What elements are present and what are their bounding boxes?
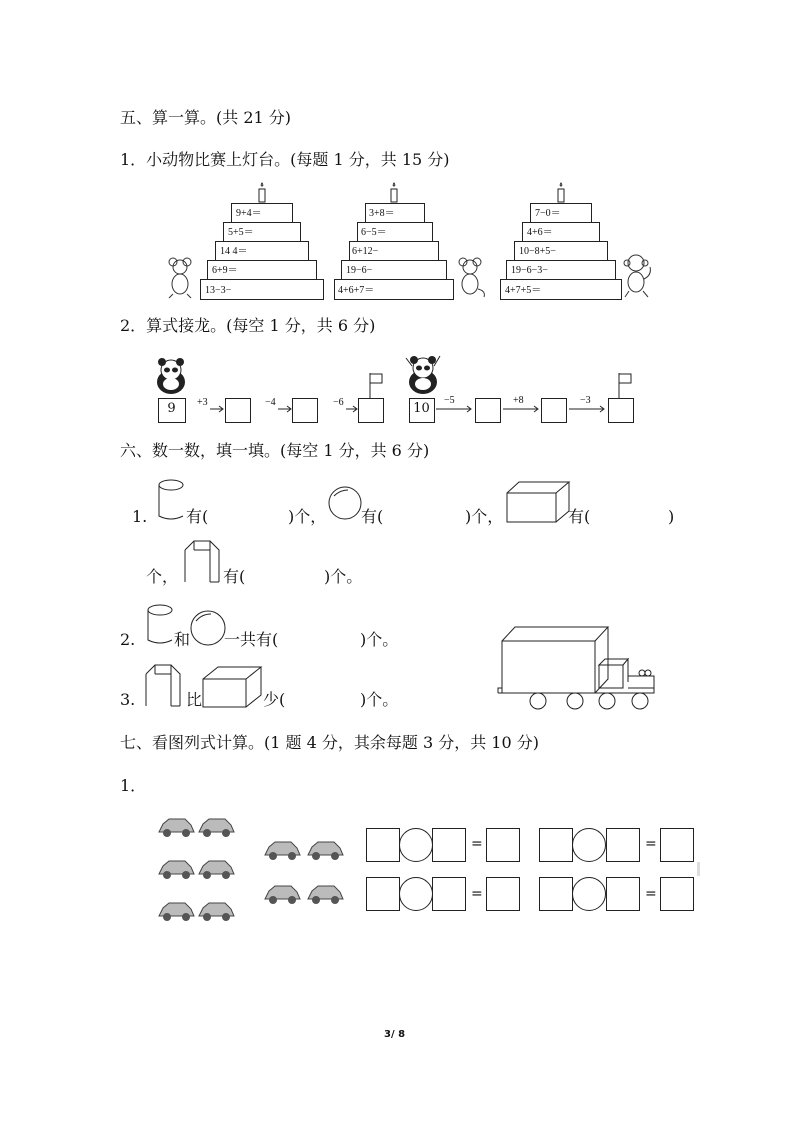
equals-sign: = bbox=[645, 836, 657, 852]
car-icon bbox=[197, 900, 235, 922]
equation-operator-circle[interactable] bbox=[572, 828, 606, 862]
sphere-icon bbox=[328, 486, 362, 520]
chain-2-answer-3[interactable] bbox=[608, 398, 634, 423]
tower-1-step-4: 6+9＝ bbox=[212, 265, 238, 276]
arrow-icon bbox=[503, 406, 539, 412]
tower-1-step-3: 14 4＝ bbox=[220, 246, 248, 257]
tower-3-step-4: 19−6−3− bbox=[511, 265, 548, 276]
flag-icon bbox=[369, 373, 385, 398]
cylinder-icon bbox=[157, 478, 187, 524]
equation-operator-circle[interactable] bbox=[399, 828, 433, 862]
car-icon bbox=[306, 883, 344, 905]
monkey-icon bbox=[620, 253, 654, 299]
chain-2-op-1: −5 bbox=[444, 395, 455, 406]
six-q1-you-4: 有( bbox=[223, 567, 246, 586]
equation-result-box[interactable] bbox=[660, 877, 694, 911]
tower-2-step-2: 6−5＝ bbox=[361, 227, 387, 238]
candle-icon bbox=[555, 183, 567, 203]
equals-sign: = bbox=[471, 836, 483, 852]
arrow-icon bbox=[569, 406, 605, 412]
chain-1-answer-2[interactable] bbox=[292, 398, 318, 423]
car-icon bbox=[157, 900, 195, 922]
tower-1-step-1: 9+4＝ bbox=[236, 208, 262, 219]
chain-1-start: 9 bbox=[167, 401, 176, 416]
tower-1-step-5: 13−3− bbox=[205, 285, 232, 296]
tower-2-step-3: 6+12− bbox=[352, 246, 379, 257]
tower-2-step-1: 3+8＝ bbox=[369, 208, 395, 219]
cube-icon bbox=[145, 664, 185, 708]
tower-3-step-2: 4+6＝ bbox=[527, 227, 553, 238]
car-icon bbox=[263, 839, 301, 861]
car-icon bbox=[306, 839, 344, 861]
six-q1-close-2: )个， bbox=[465, 507, 504, 526]
equals-sign: = bbox=[471, 886, 483, 902]
question-1-title: 1．小动物比赛上灯台。(每题 1 分，共 15 分) bbox=[120, 150, 450, 169]
six-q1-close-1: )个， bbox=[288, 507, 327, 526]
arrow-icon bbox=[210, 406, 224, 412]
six-q1-close-4: )个。 bbox=[324, 567, 363, 586]
car-icon bbox=[157, 858, 195, 880]
six-q1-you-2: 有( bbox=[361, 507, 384, 526]
chain-2-answer-1[interactable] bbox=[475, 398, 501, 423]
equation-result-box[interactable] bbox=[660, 828, 694, 862]
tower-2-step-5: 4+6+7＝ bbox=[338, 285, 375, 296]
equation-number-box[interactable] bbox=[539, 828, 573, 862]
equation-operator-circle[interactable] bbox=[572, 877, 606, 911]
candle-icon bbox=[388, 183, 400, 203]
equation-number-box[interactable] bbox=[606, 828, 640, 862]
equation-number-box[interactable] bbox=[432, 828, 466, 862]
six-q1-close-3: ) bbox=[668, 507, 675, 526]
equation-result-box[interactable] bbox=[486, 828, 520, 862]
panda-icon bbox=[404, 352, 442, 396]
equation-result-box[interactable] bbox=[486, 877, 520, 911]
six-q3-number: 3. bbox=[120, 690, 136, 709]
candle-icon bbox=[256, 183, 268, 203]
chain-1-op-1: +3 bbox=[197, 397, 208, 408]
arrow-icon bbox=[346, 406, 358, 412]
chain-2-op-2: +8 bbox=[513, 395, 524, 406]
six-q1-you-3: 有( bbox=[568, 507, 591, 526]
car-icon bbox=[197, 858, 235, 880]
tower-1-step-2: 5+5＝ bbox=[228, 227, 254, 238]
tower-3-step-5: 4+7+5＝ bbox=[505, 285, 542, 296]
cylinder-icon bbox=[146, 603, 176, 647]
car-icon bbox=[157, 816, 195, 838]
chain-1-op-3: −6 bbox=[333, 397, 344, 408]
six-q2-number: 2. bbox=[120, 630, 136, 649]
section-five-title: 五、算一算。(共 21 分) bbox=[120, 108, 292, 127]
chain-2-op-3: −3 bbox=[580, 395, 591, 406]
equation-operator-circle[interactable] bbox=[399, 877, 433, 911]
equals-sign: = bbox=[645, 886, 657, 902]
six-q2-close: )个。 bbox=[360, 630, 399, 649]
car-icon bbox=[263, 883, 301, 905]
chain-2-answer-2[interactable] bbox=[541, 398, 567, 423]
scan-mark bbox=[697, 862, 700, 876]
equation-number-box[interactable] bbox=[366, 828, 400, 862]
mouse-icon bbox=[165, 257, 195, 299]
cuboid-icon bbox=[506, 481, 570, 523]
tower-3-step-1: 7−0＝ bbox=[535, 208, 561, 219]
car-icon bbox=[197, 816, 235, 838]
cuboid-icon bbox=[202, 666, 262, 708]
question-2-title: 2．算式接龙。(每空 1 分，共 6 分) bbox=[120, 316, 376, 335]
six-q2-he: 和 bbox=[174, 630, 191, 649]
chain-2-start: 10 bbox=[413, 401, 430, 416]
six-q1-you-1: 有( bbox=[186, 507, 209, 526]
cube-icon bbox=[184, 540, 224, 584]
six-q2-yigong: 一共有( bbox=[224, 630, 279, 649]
equation-number-box[interactable] bbox=[539, 877, 573, 911]
six-q1-number: 1. bbox=[132, 507, 148, 526]
seven-question-1: 1． bbox=[120, 776, 147, 795]
six-q1-ge-comma: 个， bbox=[146, 567, 179, 586]
equation-number-box[interactable] bbox=[606, 877, 640, 911]
mouse-icon bbox=[455, 257, 487, 299]
six-q3-close: )个。 bbox=[360, 690, 399, 709]
section-six-title: 六、数一数，填一填。(每空 1 分，共 6 分) bbox=[120, 441, 430, 460]
equation-number-box[interactable] bbox=[432, 877, 466, 911]
section-seven-title: 七、看图列式计算。(1 题 4 分，其余每题 3 分，共 10 分) bbox=[120, 733, 539, 752]
chain-1-answer-1[interactable] bbox=[225, 398, 251, 423]
chain-1-op-2: −4 bbox=[265, 397, 276, 408]
tower-3-step-3: 10−8+5− bbox=[519, 246, 556, 257]
page-number: 3/ 8 bbox=[384, 1029, 406, 1040]
flag-icon bbox=[618, 373, 634, 398]
arrow-icon bbox=[278, 406, 292, 412]
sphere-icon bbox=[190, 610, 226, 646]
tower-2-step-4: 19−6− bbox=[346, 265, 373, 276]
equation-number-box[interactable] bbox=[366, 877, 400, 911]
panda-icon bbox=[153, 358, 189, 396]
truck-figure bbox=[497, 625, 659, 711]
chain-1-answer-3[interactable] bbox=[358, 398, 384, 423]
arrow-icon bbox=[436, 406, 472, 412]
six-q3-bi: 比 bbox=[186, 690, 203, 709]
six-q3-shao: 少( bbox=[263, 690, 286, 709]
